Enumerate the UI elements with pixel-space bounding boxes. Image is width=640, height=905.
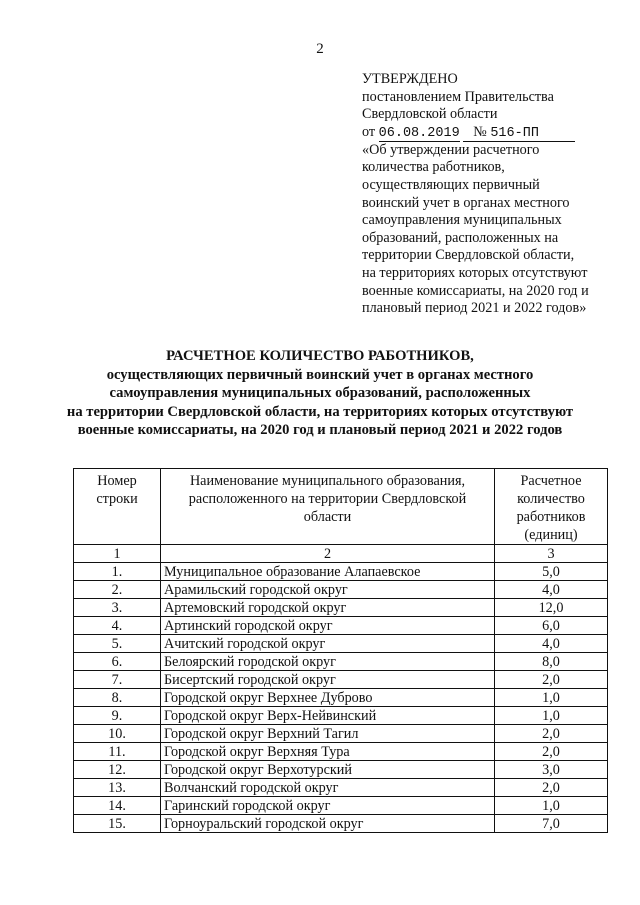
worker-count: 1,0 [495, 797, 608, 815]
table-row [74, 563, 608, 581]
municipality-name: Городской округ Верхнее Дуброво [161, 689, 495, 707]
title-line: осуществляющих первичный воинский учет в органах местного [106, 366, 534, 383]
header-row-number: Номер строки [74, 469, 161, 545]
header-worker-count: Расчетное количество работников (единиц) [495, 469, 608, 545]
row-number: 1. [74, 563, 161, 581]
row-number: 5. [74, 635, 161, 653]
municipality-name: Гаринский городской округ [161, 797, 495, 815]
table-row [74, 743, 608, 761]
table-row [74, 635, 608, 653]
workers-table [73, 468, 608, 833]
decree-subject-line: количества работников, [362, 159, 505, 176]
municipality-name: Ачитский городской округ [161, 635, 495, 653]
worker-count: 1,0 [495, 707, 608, 725]
table-row [74, 617, 608, 635]
decree-subject-line: плановый период 2021 и 2022 годов» [362, 300, 587, 317]
worker-count: 2,0 [495, 671, 608, 689]
table-row [74, 815, 608, 833]
table-row [74, 725, 608, 743]
row-number: 13. [74, 779, 161, 797]
title-line: военные комиссариаты, на 2020 год и плановый период 2021 и 2022 годов [77, 422, 563, 439]
table-row [74, 581, 608, 599]
decree-subject-line: территории Свердловской области, [362, 247, 575, 264]
approval-date-line [362, 124, 632, 142]
approval-line: Свердловской области [362, 106, 498, 123]
table-row [74, 689, 608, 707]
column-number-row [74, 545, 608, 563]
document-title [0, 347, 640, 440]
title-line: самоуправления муниципальных образований, расположенных [109, 385, 531, 402]
table-row [74, 599, 608, 617]
municipality-name: Муниципальное образование Алапаевское [161, 563, 495, 581]
decree-subject-line: военные комиссариаты, на 2020 год и [362, 282, 589, 299]
municipality-name: Арамильский городской округ [161, 581, 495, 599]
table-row [74, 653, 608, 671]
decree-subject-line: осуществляющих первичный [362, 176, 540, 193]
column-number: 3 [495, 545, 608, 563]
row-number: 7. [74, 671, 161, 689]
number-prefix: № [473, 123, 487, 140]
row-number: 2. [74, 581, 161, 599]
table-row [74, 761, 608, 779]
title-line: на территории Свердловской области, на территориях которых отсутствуют [66, 403, 574, 420]
worker-count: 4,0 [495, 635, 608, 653]
worker-count: 2,0 [495, 725, 608, 743]
column-number: 1 [74, 545, 161, 563]
municipality-name: Волчанский городской округ [161, 779, 495, 797]
decree-subject [362, 142, 632, 318]
municipality-name: Артинский городской округ [161, 617, 495, 635]
decree-subject-line: образований, расположенных на [362, 229, 559, 246]
approval-line: постановлением Правительства [362, 88, 554, 105]
worker-count: 12,0 [495, 599, 608, 617]
row-number: 10. [74, 725, 161, 743]
worker-count: 1,0 [495, 689, 608, 707]
column-number: 2 [161, 545, 495, 563]
worker-count: 5,0 [495, 563, 608, 581]
worker-count: 2,0 [495, 779, 608, 797]
worker-count: 6,0 [495, 617, 608, 635]
row-number: 9. [74, 707, 161, 725]
municipality-name: Городской округ Верхний Тагил [161, 725, 495, 743]
page-number: 2 [316, 41, 324, 57]
row-number: 11. [74, 743, 161, 761]
approval-heading: УТВЕРЖДЕНО [362, 71, 458, 87]
row-number: 4. [74, 617, 161, 635]
municipality-name: Городской округ Верх-Нейвинский [161, 707, 495, 725]
date-prefix: от [362, 123, 376, 140]
header-municipality: Наименование муниципального образования, расположенного на территории Свердловской области [161, 469, 495, 545]
decree-date: 06.08.2019 [378, 125, 460, 141]
municipality-name: Горноуральский городской округ [161, 815, 495, 833]
municipality-name: Белоярский городской округ [161, 653, 495, 671]
row-number: 8. [74, 689, 161, 707]
decree-number: 516-ПП [490, 125, 539, 141]
worker-count: 4,0 [495, 581, 608, 599]
decree-subject-line: на территориях которых отсутствуют [362, 264, 588, 281]
table-row [74, 797, 608, 815]
worker-count: 8,0 [495, 653, 608, 671]
table-row [74, 707, 608, 725]
decree-subject-line: воинский учет в органах местного [362, 194, 570, 211]
municipality-name: Городской округ Верхняя Тура [161, 743, 495, 761]
approval-block [362, 71, 632, 318]
decree-number-field [463, 125, 575, 142]
municipality-name: Бисертский городской округ [161, 671, 495, 689]
table-row [74, 779, 608, 797]
row-number: 6. [74, 653, 161, 671]
title-line: РАСЧЕТНОЕ КОЛИЧЕСТВО РАБОТНИКОВ, [166, 348, 474, 364]
row-number: 12. [74, 761, 161, 779]
table-header-row [74, 469, 608, 545]
decree-subject-line: самоуправления муниципальных [362, 212, 562, 229]
table-row [74, 671, 608, 689]
worker-count: 2,0 [495, 743, 608, 761]
municipality-name: Городской округ Верхотурский [161, 761, 495, 779]
row-number: 15. [74, 815, 161, 833]
row-number: 14. [74, 797, 161, 815]
row-number: 3. [74, 599, 161, 617]
worker-count: 7,0 [495, 815, 608, 833]
decree-subject-line: «Об утверждении расчетного [362, 141, 540, 158]
worker-count: 3,0 [495, 761, 608, 779]
municipality-name: Артемовский городской округ [161, 599, 495, 617]
